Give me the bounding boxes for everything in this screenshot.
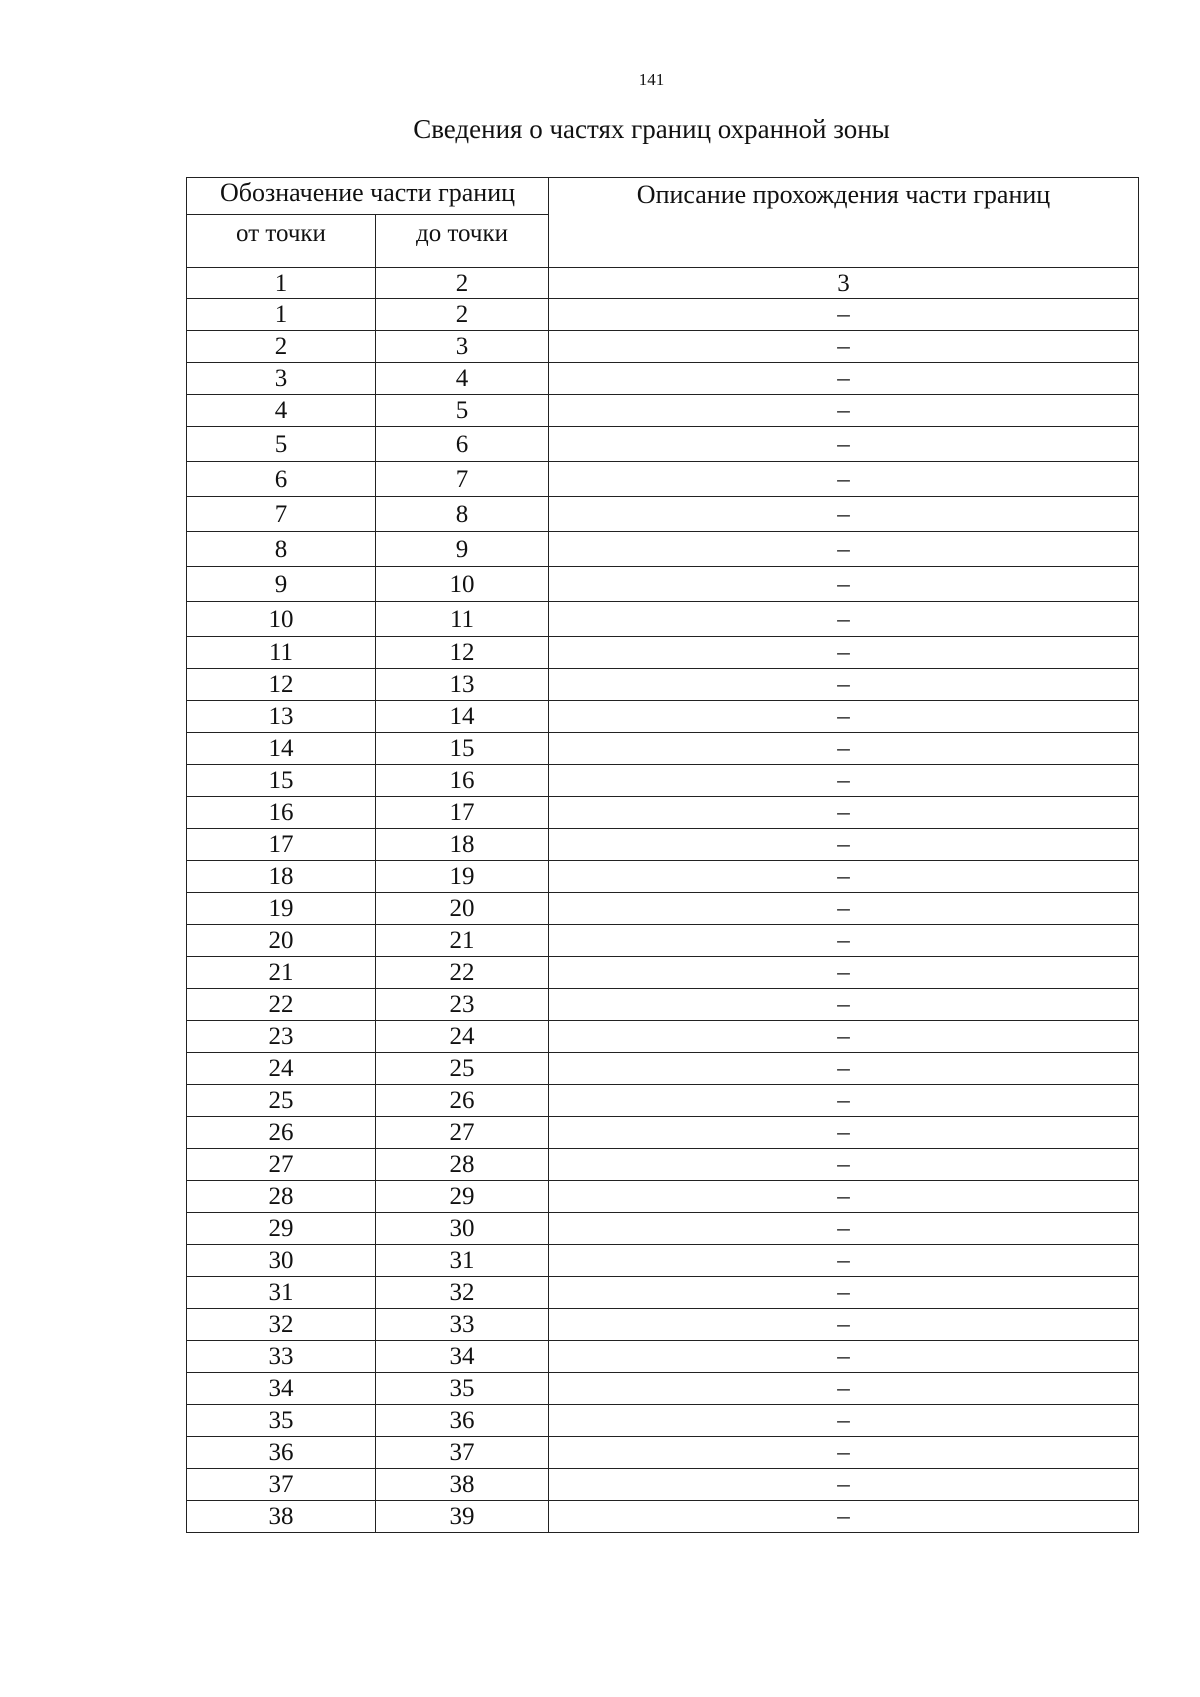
description-cell: –	[549, 1373, 1139, 1405]
description-cell: –	[549, 395, 1139, 427]
table-row	[187, 1277, 1139, 1309]
description-cell: –	[549, 1181, 1139, 1213]
table-row	[187, 602, 1139, 637]
description-cell: –	[549, 1149, 1139, 1181]
to-point-cell: 38	[376, 1469, 549, 1501]
from-point-cell: 20	[187, 925, 376, 957]
table-row	[187, 765, 1139, 797]
from-point-cell: 2	[187, 331, 376, 363]
from-point-cell: 28	[187, 1181, 376, 1213]
from-point-cell: 22	[187, 989, 376, 1021]
from-point-cell: 21	[187, 957, 376, 989]
to-point-cell: 10	[376, 567, 549, 602]
from-point-cell: 31	[187, 1277, 376, 1309]
from-point-cell: 29	[187, 1213, 376, 1245]
to-point-cell: 18	[376, 829, 549, 861]
description-cell: –	[549, 462, 1139, 497]
table-row	[187, 1213, 1139, 1245]
from-point-cell: 25	[187, 1085, 376, 1117]
header-to-point: до точки	[376, 215, 549, 268]
table-row	[187, 567, 1139, 602]
description-cell: –	[549, 1469, 1139, 1501]
description-cell: –	[549, 1085, 1139, 1117]
description-cell: –	[549, 1437, 1139, 1469]
from-point-cell: 32	[187, 1309, 376, 1341]
to-point-cell: 32	[376, 1277, 549, 1309]
to-point-cell: 22	[376, 957, 549, 989]
from-point-cell: 36	[187, 1437, 376, 1469]
description-cell: –	[549, 1277, 1139, 1309]
description-cell: –	[549, 331, 1139, 363]
description-cell: –	[549, 299, 1139, 331]
description-cell: –	[549, 1405, 1139, 1437]
from-point-cell: 35	[187, 1405, 376, 1437]
from-point-cell: 16	[187, 797, 376, 829]
to-point-cell: 8	[376, 497, 549, 532]
table-row	[187, 989, 1139, 1021]
table-row	[187, 1149, 1139, 1181]
description-cell: –	[549, 925, 1139, 957]
from-point-cell: 9	[187, 567, 376, 602]
table-row	[187, 1373, 1139, 1405]
to-point-cell: 13	[376, 669, 549, 701]
from-point-cell: 1	[187, 299, 376, 331]
table-row	[187, 1501, 1139, 1533]
to-point-cell: 39	[376, 1501, 549, 1533]
column-number-cell: 2	[376, 268, 549, 299]
table-row	[187, 1117, 1139, 1149]
table-row	[187, 395, 1139, 427]
from-point-cell: 12	[187, 669, 376, 701]
description-cell: –	[549, 765, 1139, 797]
page-number: 141	[638, 70, 665, 89]
description-cell: –	[549, 497, 1139, 532]
description-cell: –	[549, 1053, 1139, 1085]
description-cell: –	[549, 797, 1139, 829]
boundary-parts-table	[186, 177, 1139, 1533]
header-from-point: от точки	[187, 215, 376, 268]
table-row	[187, 331, 1139, 363]
from-point-cell: 23	[187, 1021, 376, 1053]
column-number-cell: 1	[187, 268, 376, 299]
to-point-cell: 24	[376, 1021, 549, 1053]
table-row	[187, 1341, 1139, 1373]
table-header	[187, 178, 1139, 268]
to-point-cell: 4	[376, 363, 549, 395]
description-cell: –	[549, 893, 1139, 925]
description-cell: –	[549, 363, 1139, 395]
table-body	[187, 268, 1139, 1533]
from-point-cell: 17	[187, 829, 376, 861]
table-row	[187, 1405, 1139, 1437]
table-row	[187, 532, 1139, 567]
to-point-cell: 21	[376, 925, 549, 957]
from-point-cell: 24	[187, 1053, 376, 1085]
from-point-cell: 14	[187, 733, 376, 765]
description-cell: –	[549, 861, 1139, 893]
description-cell: –	[549, 1245, 1139, 1277]
table-row	[187, 925, 1139, 957]
table-row	[187, 1309, 1139, 1341]
from-point-cell: 8	[187, 532, 376, 567]
description-cell: –	[549, 532, 1139, 567]
to-point-cell: 3	[376, 331, 549, 363]
description-cell: –	[549, 1117, 1139, 1149]
table-row	[187, 797, 1139, 829]
from-point-cell: 37	[187, 1469, 376, 1501]
from-point-cell: 38	[187, 1501, 376, 1533]
description-cell: –	[549, 637, 1139, 669]
table-row	[187, 363, 1139, 395]
table-row	[187, 701, 1139, 733]
table-row	[187, 1181, 1139, 1213]
to-point-cell: 19	[376, 861, 549, 893]
to-point-cell: 15	[376, 733, 549, 765]
description-cell: –	[549, 427, 1139, 462]
description-cell: –	[549, 567, 1139, 602]
to-point-cell: 14	[376, 701, 549, 733]
to-point-cell: 29	[376, 1181, 549, 1213]
description-cell: –	[549, 957, 1139, 989]
from-point-cell: 30	[187, 1245, 376, 1277]
to-point-cell: 5	[376, 395, 549, 427]
to-point-cell: 2	[376, 299, 549, 331]
from-point-cell: 33	[187, 1341, 376, 1373]
from-point-cell: 11	[187, 637, 376, 669]
table-row	[187, 957, 1139, 989]
table-row	[187, 829, 1139, 861]
header-boundary-description: Описание прохождения части границ	[549, 178, 1139, 268]
table-row	[187, 462, 1139, 497]
to-point-cell: 20	[376, 893, 549, 925]
from-point-cell: 18	[187, 861, 376, 893]
table-row	[187, 637, 1139, 669]
table-row	[187, 733, 1139, 765]
to-point-cell: 16	[376, 765, 549, 797]
description-cell: –	[549, 1213, 1139, 1245]
from-point-cell: 4	[187, 395, 376, 427]
to-point-cell: 6	[376, 427, 549, 462]
from-point-cell: 10	[187, 602, 376, 637]
table-row	[187, 1021, 1139, 1053]
column-number-cell: 3	[549, 268, 1139, 299]
from-point-cell: 7	[187, 497, 376, 532]
to-point-cell: 35	[376, 1373, 549, 1405]
document-title: Сведения о частях границ охранной зоны	[413, 114, 890, 144]
description-cell: –	[549, 1309, 1139, 1341]
description-cell: –	[549, 1021, 1139, 1053]
description-cell: –	[549, 989, 1139, 1021]
column-number-row	[187, 268, 1139, 299]
to-point-cell: 37	[376, 1437, 549, 1469]
description-cell: –	[549, 669, 1139, 701]
to-point-cell: 28	[376, 1149, 549, 1181]
table-row	[187, 299, 1139, 331]
table-row	[187, 1053, 1139, 1085]
to-point-cell: 11	[376, 602, 549, 637]
table-row	[187, 1085, 1139, 1117]
to-point-cell: 26	[376, 1085, 549, 1117]
to-point-cell: 9	[376, 532, 549, 567]
to-point-cell: 12	[376, 637, 549, 669]
from-point-cell: 34	[187, 1373, 376, 1405]
from-point-cell: 15	[187, 765, 376, 797]
table-row	[187, 1437, 1139, 1469]
to-point-cell: 7	[376, 462, 549, 497]
to-point-cell: 34	[376, 1341, 549, 1373]
table-row	[187, 669, 1139, 701]
from-point-cell: 3	[187, 363, 376, 395]
to-point-cell: 17	[376, 797, 549, 829]
table-row	[187, 893, 1139, 925]
table-row	[187, 1245, 1139, 1277]
description-cell: –	[549, 701, 1139, 733]
to-point-cell: 36	[376, 1405, 549, 1437]
to-point-cell: 31	[376, 1245, 549, 1277]
description-cell: –	[549, 829, 1139, 861]
from-point-cell: 26	[187, 1117, 376, 1149]
from-point-cell: 19	[187, 893, 376, 925]
from-point-cell: 6	[187, 462, 376, 497]
to-point-cell: 23	[376, 989, 549, 1021]
from-point-cell: 5	[187, 427, 376, 462]
description-cell: –	[549, 1341, 1139, 1373]
from-point-cell: 27	[187, 1149, 376, 1181]
to-point-cell: 30	[376, 1213, 549, 1245]
table-row	[187, 497, 1139, 532]
to-point-cell: 27	[376, 1117, 549, 1149]
from-point-cell: 13	[187, 701, 376, 733]
to-point-cell: 33	[376, 1309, 549, 1341]
description-cell: –	[549, 733, 1139, 765]
table-row	[187, 861, 1139, 893]
table-row	[187, 1469, 1139, 1501]
header-boundary-designation: Обозначение части границ	[187, 178, 549, 215]
description-cell: –	[549, 602, 1139, 637]
description-cell: –	[549, 1501, 1139, 1533]
to-point-cell: 25	[376, 1053, 549, 1085]
table-row	[187, 427, 1139, 462]
